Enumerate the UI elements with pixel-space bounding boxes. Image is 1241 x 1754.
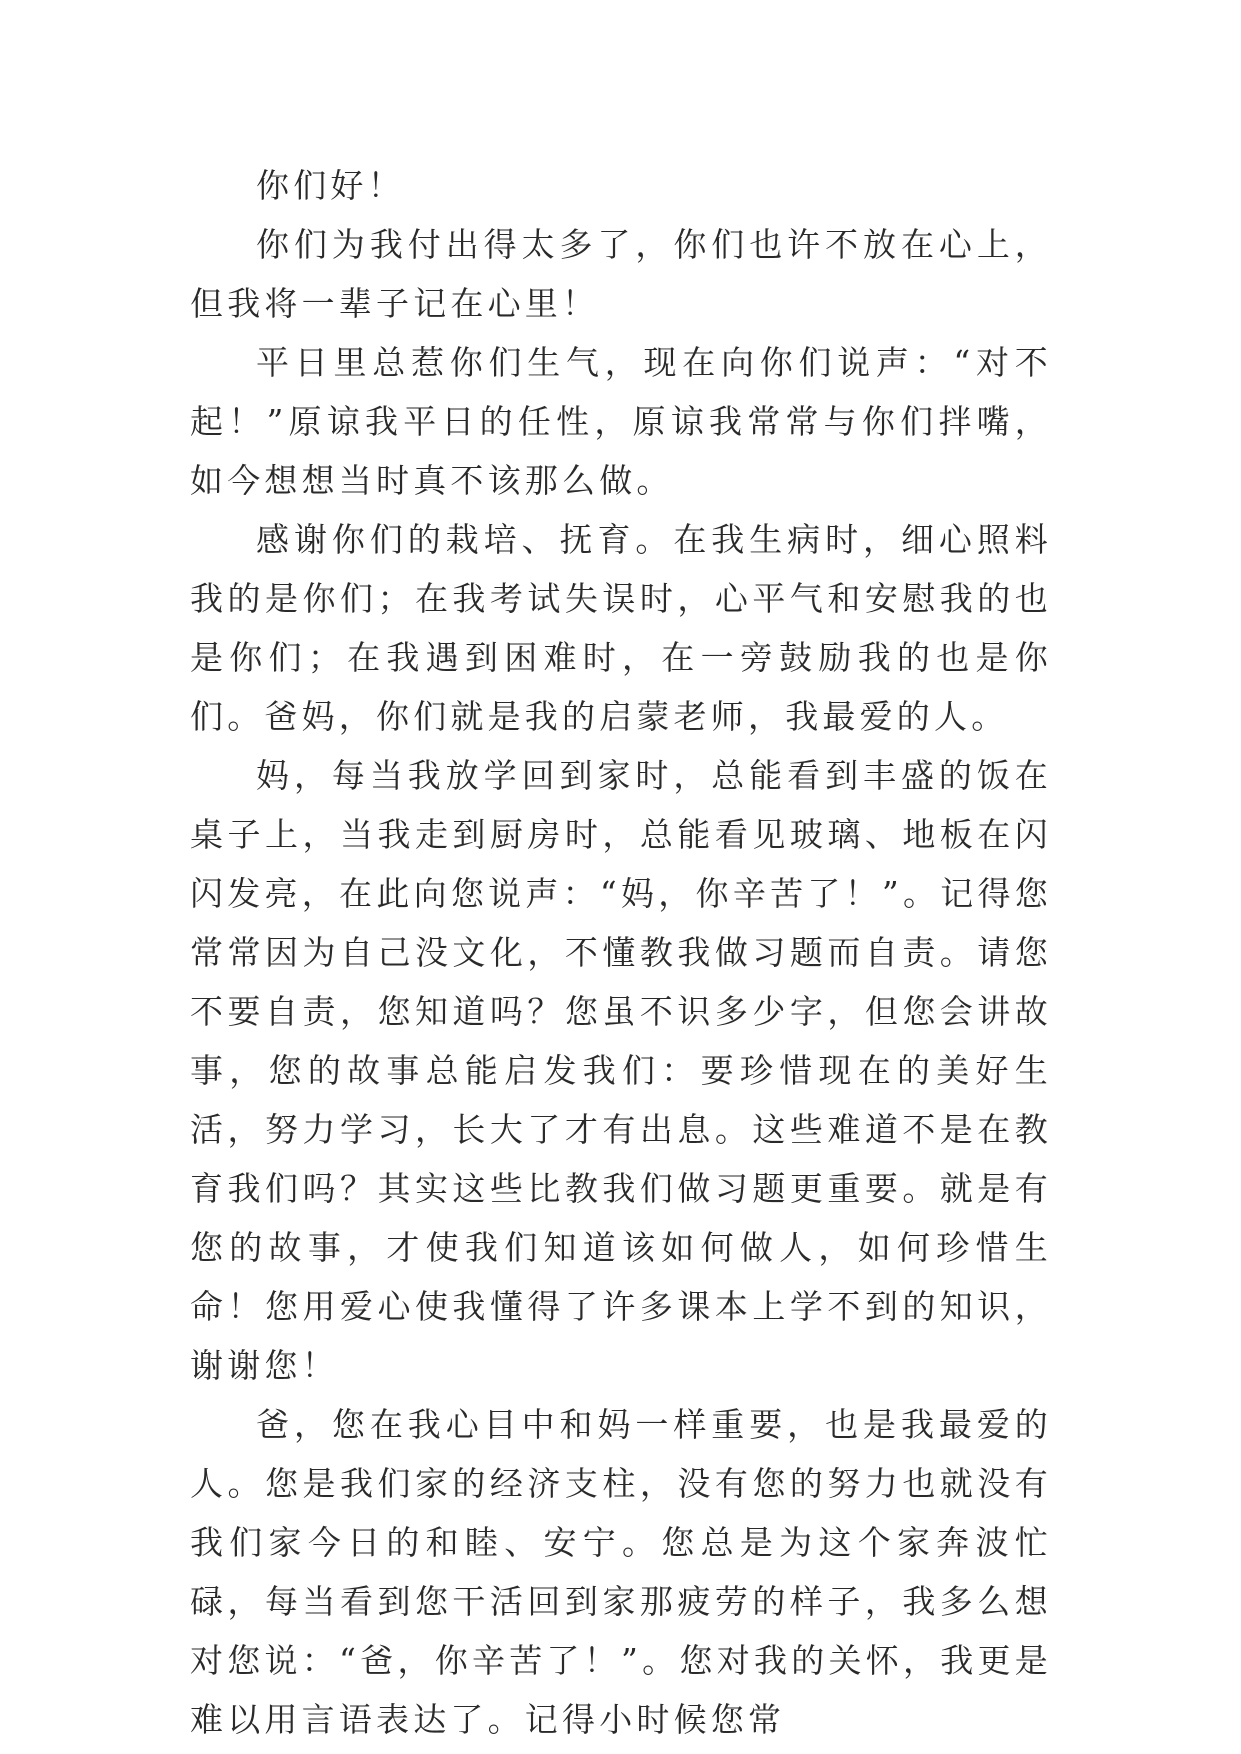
document-body [190,156,1052,1749]
paragraph: 你们为我付出得太多了，你们也许不放在心上，但我将一辈子记在心里！ [190,225,1052,323]
paragraph: 感谢你们的栽培、抚育。在我生病时，细心照料我的是你们；在我考试失误时，心平气和安慰我的也是你们；在我遇到困难时，在一旁鼓励我的也是你们。爸妈，你们就是我的启蒙老师，我最爱的人。 [190,520,1052,736]
paragraph: 平日里总惹你们生气，现在向你们说声：“对不起！”原谅我平日的任性，原谅我常常与你们拌嘴，如今想想当时真不该那么做。 [190,343,1052,500]
paragraph: 爸，您在我心目中和妈一样重要，也是我最爱的人。您是我们家的经济支柱，没有您的努力也就没有我们家今日的和睦、安宁。您总是为这个家奔波忙碌，每当看到您干活回到家那疲劳的样子，我多么想对您说：“爸，你辛苦了！”。您对我的关怀，我更是难以用言语表达了。记得小时候您常 [190,1405,1052,1739]
greeting-paragraph: 你们好！ [256,166,405,205]
paragraph: 妈，每当我放学回到家时，总能看到丰盛的饭在桌子上，当我走到厨房时，总能看见玻璃、地板在闪闪发亮，在此向您说声：“妈，你辛苦了！”。记得您常常因为自己没文化，不懂教我做习题而自责。请您不要自责，您知道吗？您虽不识多少字，但您会讲故事，您的故事总能启发我们：要珍惜现在的美好生活，努力学习，长大了才有出息。这些难道不是在教育我们吗？其实这些比教我们做习题更重要。就是有您的故事，才使我们知道该如何做人，如何珍惜生命！您用爱心使我懂得了许多课本上学不到的知识，谢谢您！ [190,756,1052,1385]
